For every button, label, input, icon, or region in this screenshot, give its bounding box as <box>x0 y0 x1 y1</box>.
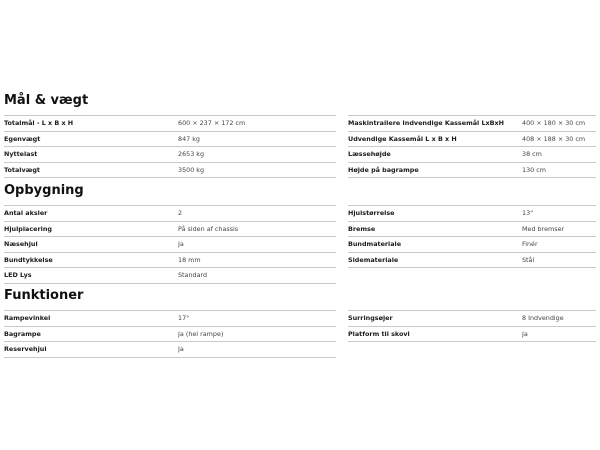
spec-value: 2653 kg <box>178 150 205 158</box>
spec-value: 408 × 188 × 30 cm <box>522 134 586 143</box>
spec-value: På siden af chassis <box>178 224 239 233</box>
spec-label: Egenvægt <box>4 134 41 143</box>
spec-row <box>4 115 336 132</box>
spec-label: Nyttelast <box>4 150 38 158</box>
spec-row <box>348 205 596 222</box>
spec-value: 847 kg <box>178 134 200 143</box>
spec-label: Bundmateriale <box>348 240 402 248</box>
spec-row <box>348 132 596 148</box>
spec-label: Hjulstørrelse <box>348 209 395 217</box>
section-title: Funktioner <box>4 288 84 303</box>
spec-row <box>348 253 596 269</box>
spec-label: Udvendige Kassemål L x B x H <box>348 134 457 143</box>
spec-table-left <box>4 115 336 178</box>
spec-value: 130 cm <box>522 165 546 174</box>
spec-value: 17° <box>178 314 190 322</box>
spec-value: Ja <box>178 240 184 248</box>
spec-row <box>348 237 596 253</box>
spec-value: Standard <box>178 271 208 279</box>
spec-value: 600 × 237 × 172 cm <box>178 119 246 127</box>
spec-value: 8 Indvendige <box>522 314 564 322</box>
spec-label: LED Lys <box>4 271 32 279</box>
spec-row <box>4 163 336 179</box>
spec-columns <box>4 205 596 284</box>
spec-row <box>348 310 596 327</box>
spec-label: Bundtykkelse <box>4 255 53 264</box>
spec-value: 13" <box>522 209 534 217</box>
spec-row <box>4 342 336 358</box>
spec-row <box>4 237 336 253</box>
spec-row <box>348 222 596 238</box>
section-features <box>4 286 596 358</box>
spec-row <box>348 163 596 179</box>
spec-table-left <box>4 310 336 358</box>
spec-row <box>4 253 336 269</box>
spec-row <box>4 310 336 327</box>
spec-label: Læssehøjde <box>348 150 391 158</box>
spec-row <box>4 132 336 148</box>
spec-row <box>4 147 336 163</box>
spec-value: 2 <box>178 209 183 217</box>
spec-row <box>348 115 596 132</box>
spec-label: Surringsøjer <box>348 314 393 322</box>
spec-label: Næsehjul <box>4 240 38 248</box>
spec-row <box>4 222 336 238</box>
spec-label: Hjulplacering <box>4 224 52 233</box>
spec-value: Ja (hel rampe) <box>178 329 224 338</box>
spec-table-right <box>348 115 596 178</box>
spec-label: Totalmål - L x B x H <box>4 119 74 127</box>
spec-label: Platform til skovl <box>348 329 410 338</box>
spec-label: Maskintrailere Indvendige Kassemål LxBxH <box>348 119 504 127</box>
spec-value: Stål <box>522 255 535 264</box>
spec-label: Bremse <box>348 224 376 233</box>
spec-value: Med bremser <box>522 224 565 233</box>
spec-columns <box>4 310 596 358</box>
spec-table-left <box>4 205 336 284</box>
spec-value: Ja <box>178 345 184 353</box>
spec-label: Reservehjul <box>4 345 47 353</box>
section-dimensions-weight <box>4 91 596 178</box>
spec-label: Sidemateriale <box>348 255 399 264</box>
spec-value: 3500 kg <box>178 165 205 174</box>
spec-columns <box>4 115 596 178</box>
spec-value: Ja <box>522 329 528 338</box>
spec-table-right <box>348 310 596 358</box>
spec-value: Finér <box>522 240 538 248</box>
section-title: Opbygning <box>4 183 84 198</box>
spec-value: 400 × 180 × 30 cm <box>522 119 586 127</box>
spec-row <box>348 327 596 343</box>
spec-label: Rampevinkel <box>4 314 51 322</box>
section-construction <box>4 181 596 284</box>
spec-label: Totalvægt <box>4 165 40 174</box>
section-title: Mål & vægt <box>4 93 89 108</box>
spec-value: 18 mm <box>178 255 201 264</box>
spec-label: Antal aksler <box>4 209 48 217</box>
spec-row <box>4 205 336 222</box>
spec-label: Bagrampe <box>4 329 41 338</box>
spec-row <box>348 147 596 163</box>
spec-label: Højde på bagrampe <box>348 165 419 174</box>
spec-table-right <box>348 205 596 284</box>
spec-value: 38 cm <box>522 150 542 158</box>
spec-row <box>4 268 336 284</box>
spec-row <box>4 327 336 343</box>
